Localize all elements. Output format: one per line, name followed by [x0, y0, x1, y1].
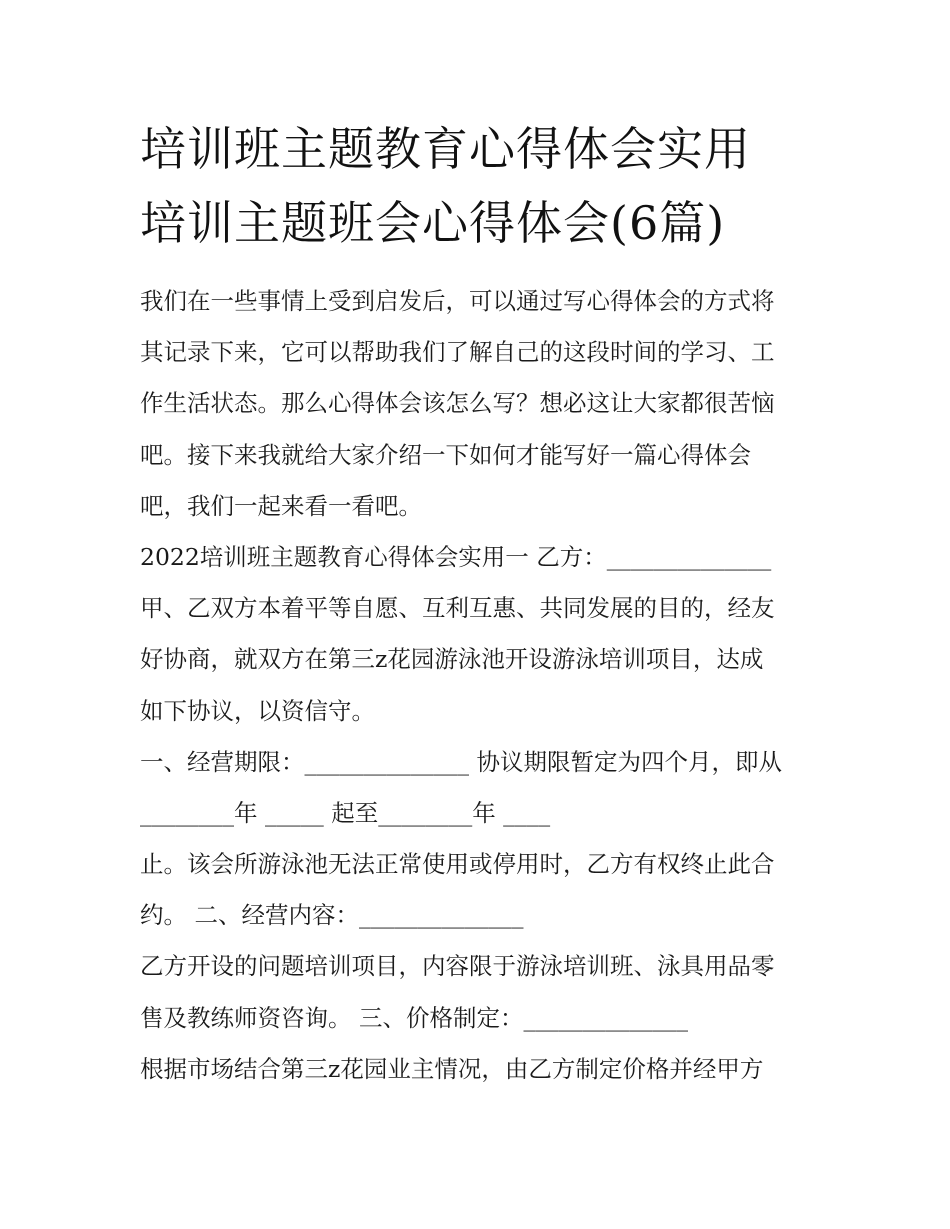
- body-line: 吧，我们一起来看一看吧。: [140, 491, 422, 520]
- body-line: 售及教练师资咨询。 三、价格制定：______________: [140, 1003, 688, 1032]
- title-line: 培训班主题教育心得体会实用: [140, 122, 751, 176]
- body-line: 约。 二、经营内容：______________: [140, 901, 524, 930]
- document-title: [140, 112, 840, 260]
- body-line: ________年 _____ 起至________年 ____: [140, 798, 551, 827]
- document-body: [140, 276, 820, 1095]
- body-line: 作生活状态。那么心得体会该怎么写？想必这让大家都很苦恼: [140, 389, 775, 418]
- body-line: 好协商，就双方在第三z花园游泳池开设游泳培训项目，达成: [140, 645, 764, 674]
- body-line: 如下协议，以资信守。: [140, 696, 375, 725]
- body-line: 根据市场结合第三z花园业主情况，由乙方制定价格并经甲方: [140, 1054, 764, 1083]
- body-line: 其记录下来，它可以帮助我们了解自己的这段时间的学习、工: [140, 338, 775, 367]
- body-line: 一、经营期限：______________ 协议期限暂定为四个月，即从: [140, 747, 782, 776]
- body-line: 我们在一些事情上受到启发后，可以通过写心得体会的方式将: [140, 287, 775, 315]
- body-line: 止。该会所游泳池无法正常使用或停用时，乙方有权终止此合: [140, 850, 775, 879]
- body-line: 甲、乙双方本着平等自愿、互利互惠、共同发展的目的，经友: [140, 594, 775, 623]
- title-line: 培训主题班会心得体会(6篇): [140, 196, 726, 250]
- body-line: 吧。接下来我就给大家介绍一下如何才能写好一篇心得体会: [140, 440, 751, 469]
- body-line: 2022培训班主题教育心得体会实用一 乙方：______________: [140, 542, 772, 571]
- body-line: 乙方开设的问题培训项目，内容限于游泳培训班、泳具用品零: [140, 952, 775, 981]
